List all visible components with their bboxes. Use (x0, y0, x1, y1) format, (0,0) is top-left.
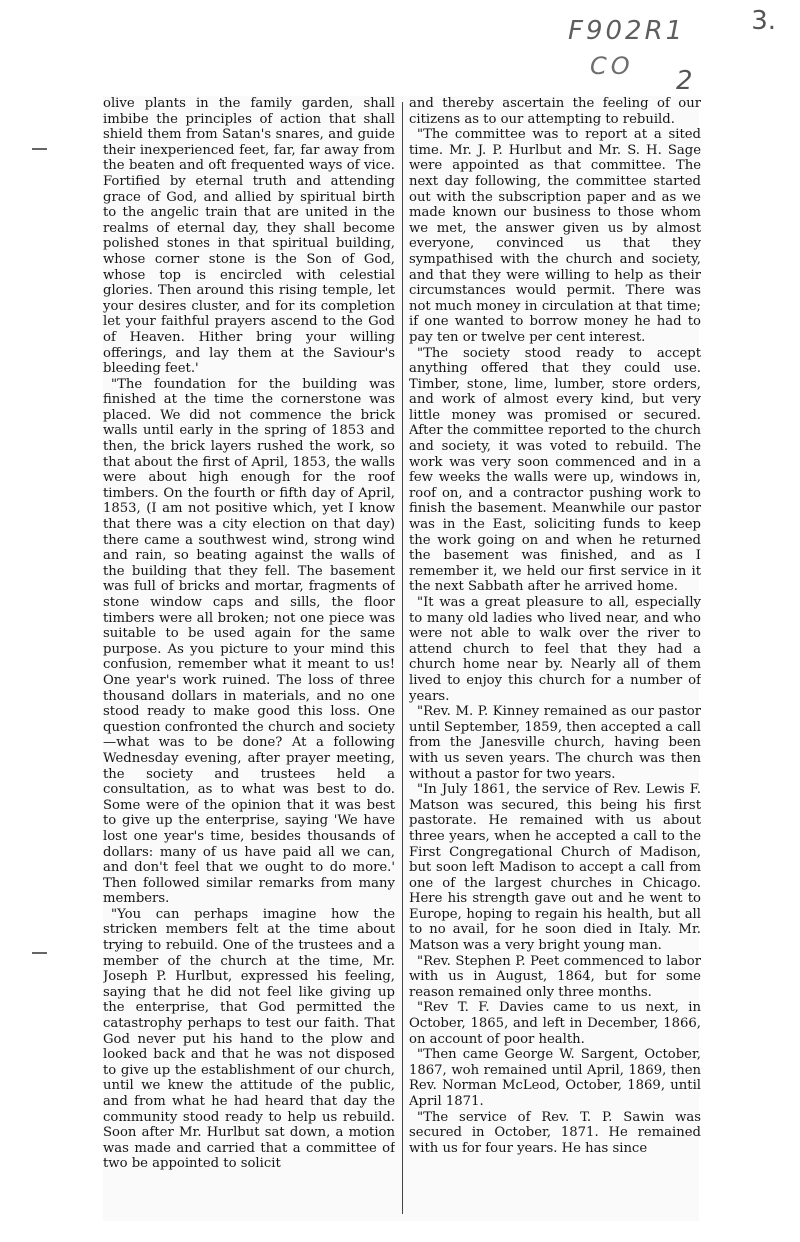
article-column-left (103, 96, 395, 1221)
paragraph: "Rev. M. P. Kinney remained as our pastor until September, 1859, then accepted a call from the Janesville church, having been with us seven years. The church was then without a pastor for two years. (409, 704, 701, 782)
paragraph: "Rev T. F. Davies came to us next, in October, 1865, and left in December, 1866, on account of poor health. (409, 1000, 701, 1047)
paragraph: "Rev. Stephen P. Peet commenced to labor with us in August, 1864, but for some reason remained only three months. (409, 953, 701, 1000)
article-column-right (409, 96, 701, 1221)
paragraph: "The foundation for the building was finished at the time the cornerstone was placed. We did not commence the brick walls until early in the spring of 1853 and then, the brick layers rushed the work, so that about the first of April, 1853, the walls were about high enough for the roof timbers. On the fourth or fifth day of April, 1853, (I am not positive which, yet I know that there was a city election on that day) there came a southwest wind, strong wind and rain, so beating against the walls of the building that they fell. The basement was full of bricks and mortar, fragments of stone window caps and sills, the floor timbers were all broken; not one piece was suitable to be used again for the same purpose. As you picture to your mind this confusion, remember what it meant to us! One year's work ruined. The loss of three thousand dollars in materials, and no one stood ready to make good this loss. One question confronted the church and society—what was to be done? At a following Wednesday evening, after prayer meeting, the society and trustees held a consultation, as to what was best to do. Some were of the opinion that it was best to give up the enterprise, saying 'We have lost one year's time, besides thousands of dollars: many of us have paid all we can, and don't feel that we ought to do more.' Then followed similar remarks from many members. (103, 376, 395, 907)
paragraph: and thereby ascertain the feeling of our citizens as to our attempting to rebuild. (409, 96, 701, 127)
newspaper-clipping (103, 96, 699, 1221)
paragraph: "The society stood ready to accept anything offered that they could use. Timber, stone, lime, lumber, store orders, and work of almost every kind, but very little money was promised or secured. After the committee reported to the church and society, it was voted to rebuild. The work was very soon commenced and in a few weeks the walls were up, windows in, roof on, and a contractor pushing work to finish the basement. Meanwhile our pastor was in the East, soliciting funds to keep the work going on and when he returned the basement was finished, and as I remember it, we held our first service in it the next Sabbath after he arrived home. (409, 345, 701, 595)
margin-dash-top (32, 148, 47, 150)
paragraph: "You can perhaps imagine how the stricken members felt at the time about trying to rebuild. One of the trustees and a member of the church at the time, Mr. Joseph P. Hurlbut, expressed his feeling, saying that he did not feel like giving up the enterprise, that God permitted the catastrophy perhaps to test our faith. That God never put his hand to the plow and looked back and that he was not disposed to give up the establishment of our church, until we knew the attitude of the public, and from what he had heard that day the community stood ready to help us rebuild. Soon after Mr. Hurlbut sat down, a motion was made and carried that a committee of two be appointed to solicit (103, 906, 395, 1172)
paragraph: "In July 1861, the service of Rev. Lewis F. Matson was secured, this being his first pastorate. He remained with us about three years, when he accepted a call to the First Congregational Church of Madison, but soon left Madison to accept a call from one of the largest churches in Chicago. Here his strength gave out and he went to Europe, hoping to regain his health, but all to no avail, for he soon died in Italy. Mr. Matson was a very bright young man. (409, 782, 701, 954)
archive-code: F902R1 (568, 16, 686, 46)
paragraph: olive plants in the family garden, shall imbibe the principles of action that shall shield them from Satan's snares, and guide their inexperienced feet, far, far away from the beaten and oft frequented ways of vice. Fortified by eternal truth and attending grace of God, and allied by spiritual birth to the angelic train that are united in the realms of eternal day, they shall become polished stones in that spiritual building, whose corner stone is the Son of God, whose top is encircled with celestial glories. Then around this rising temple, let your desires cluster, and for its completion let your faithful prayers ascend to the God of Heaven. Hither bring your willing offerings, and lay them at the Saviour's bleeding feet.' (103, 96, 395, 377)
column-divider (402, 102, 403, 1214)
archive-sub-code: CO (590, 52, 634, 80)
column-number: 2 (676, 66, 693, 96)
page-number: 3. (751, 6, 776, 36)
paragraph: "It was a great pleasure to all, especially to many old ladies who lived near, and who were not able to walk over the river to attend church to feel that they had a church home near by. Nearly all of them lived to enjoy this church for a number of years. (409, 595, 701, 704)
paragraph: "The service of Rev. T. P. Sawin was secured in October, 1871. He remained with us for four years. He has since (409, 1109, 701, 1156)
paragraph: "Then came George W. Sargent, October, 1867, woh remained until April, 1869, then Rev. Norman McLeod, October, 1869, until April 1871. (409, 1047, 701, 1109)
margin-dash-bottom (32, 952, 47, 954)
paragraph: "The committee was to report at a sited time. Mr. J. P. Hurlbut and Mr. S. H. Sage were appointed as that committee. The next day following, the committee started out with the subscription paper and as we made known our business to those whom we met, the answer given us by almost everyone, convinced us that they sympathised with the church and society, and that they were willing to help as their circumstances would permit. There was not much money in circulation at that time; if one wanted to borrow money he had to pay ten or twelve per cent interest. (409, 127, 701, 345)
